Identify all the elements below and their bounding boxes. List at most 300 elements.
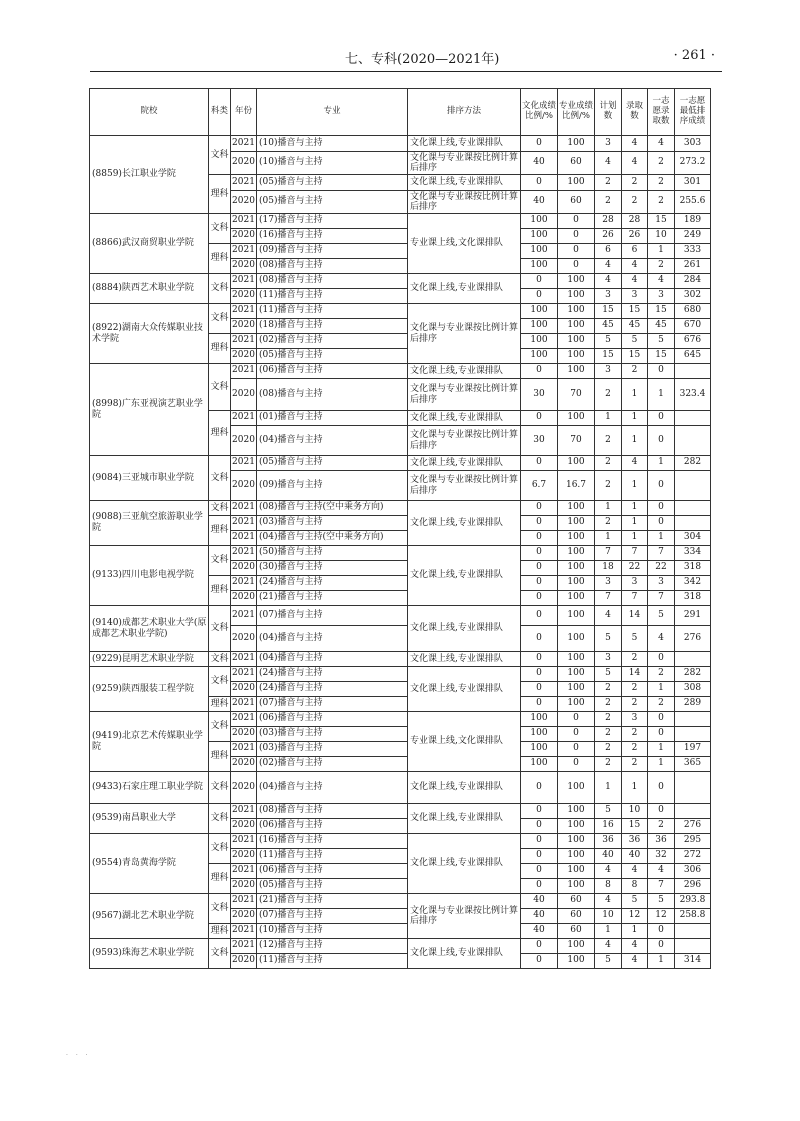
cell-year: 2021 bbox=[231, 274, 257, 289]
cell-school: (9088)三亚航空旅游职业学院 bbox=[90, 501, 209, 546]
cell-plan: 4 bbox=[595, 939, 622, 954]
cell-culture-ratio: 0 bbox=[521, 772, 558, 804]
cell-major: (04)播音与主持 bbox=[257, 426, 408, 456]
cell-first-choice: 2 bbox=[648, 697, 675, 712]
table-row bbox=[90, 364, 711, 379]
cell-first-choice: 10 bbox=[648, 229, 675, 244]
scan-artifact: . . . bbox=[66, 1050, 91, 1057]
cell-culture-ratio: 0 bbox=[521, 576, 558, 591]
cell-min-score: 365 bbox=[675, 757, 711, 772]
cell-first-choice: 3 bbox=[648, 289, 675, 304]
cell-min-score: 197 bbox=[675, 742, 711, 757]
cell-plan: 2 bbox=[595, 456, 622, 471]
cell-major-ratio: 100 bbox=[558, 772, 595, 804]
cell-min-score: 276 bbox=[675, 819, 711, 834]
cell-major: (11)播音与主持 bbox=[257, 954, 408, 969]
cell-admitted: 28 bbox=[622, 214, 648, 229]
cell-min-score: 680 bbox=[675, 304, 711, 319]
cell-culture-ratio: 0 bbox=[521, 879, 558, 894]
cell-track: 理科 bbox=[209, 742, 231, 772]
cell-year: 2021 bbox=[231, 834, 257, 849]
cell-first-choice: 7 bbox=[648, 591, 675, 606]
cell-method: 文化课与专业课按比例计算后排序 bbox=[408, 379, 521, 411]
cell-first-choice: 7 bbox=[648, 546, 675, 561]
cell-major: (09)播音与主持 bbox=[257, 471, 408, 501]
cell-major-ratio: 100 bbox=[558, 274, 595, 289]
cell-admitted: 3 bbox=[622, 712, 648, 727]
cell-plan: 2 bbox=[595, 742, 622, 757]
cell-first-choice: 1 bbox=[648, 682, 675, 697]
cell-major: (11)播音与主持 bbox=[257, 289, 408, 304]
cell-min-score: 284 bbox=[675, 274, 711, 289]
cell-plan: 18 bbox=[595, 561, 622, 576]
cell-track: 文科 bbox=[209, 136, 231, 175]
cell-first-choice: 0 bbox=[648, 652, 675, 667]
cell-major: (04)播音与主持(空中乘务方向) bbox=[257, 531, 408, 546]
cell-major-ratio: 100 bbox=[558, 864, 595, 879]
cell-major-ratio: 100 bbox=[558, 334, 595, 349]
cell-major-ratio: 70 bbox=[558, 379, 595, 411]
cell-major-ratio: 0 bbox=[558, 712, 595, 727]
cell-plan: 8 bbox=[595, 879, 622, 894]
cell-admitted: 4 bbox=[622, 954, 648, 969]
cell-major: (18)播音与主持 bbox=[257, 319, 408, 334]
col-header-admitted: 录取数 bbox=[622, 89, 648, 136]
cell-plan: 1 bbox=[595, 924, 622, 939]
cell-first-choice: 22 bbox=[648, 561, 675, 576]
cell-culture-ratio: 0 bbox=[521, 697, 558, 712]
cell-major: (07)播音与主持 bbox=[257, 909, 408, 924]
cell-min-score: 318 bbox=[675, 591, 711, 606]
cell-plan: 2 bbox=[595, 175, 622, 191]
cell-culture-ratio: 6.7 bbox=[521, 471, 558, 501]
cell-track: 理科 bbox=[209, 864, 231, 894]
cell-admitted: 2 bbox=[622, 652, 648, 667]
cell-min-score: 249 bbox=[675, 229, 711, 244]
cell-min-score: 302 bbox=[675, 289, 711, 304]
cell-admitted: 7 bbox=[622, 591, 648, 606]
cell-first-choice: 12 bbox=[648, 909, 675, 924]
cell-year: 2020 bbox=[231, 772, 257, 804]
cell-method: 文化课与专业课按比例计算后排序 bbox=[408, 152, 521, 175]
cell-year: 2021 bbox=[231, 606, 257, 626]
cell-track: 理科 bbox=[209, 244, 231, 274]
cell-major-ratio: 100 bbox=[558, 561, 595, 576]
cell-school: (9593)珠海艺术职业学院 bbox=[90, 939, 209, 969]
cell-admitted: 4 bbox=[622, 136, 648, 152]
cell-year: 2021 bbox=[231, 652, 257, 667]
cell-plan: 5 bbox=[595, 954, 622, 969]
cell-first-choice: 15 bbox=[648, 349, 675, 364]
cell-plan: 2 bbox=[595, 379, 622, 411]
cell-min-score: 306 bbox=[675, 864, 711, 879]
cell-plan: 2 bbox=[595, 682, 622, 697]
cell-plan: 10 bbox=[595, 909, 622, 924]
table-row bbox=[90, 712, 711, 727]
cell-first-choice: 5 bbox=[648, 606, 675, 626]
cell-plan: 4 bbox=[595, 894, 622, 909]
cell-method: 文化课上线,专业课排队 bbox=[408, 667, 521, 712]
cell-major-ratio: 0 bbox=[558, 742, 595, 757]
cell-first-choice: 5 bbox=[648, 894, 675, 909]
cell-culture-ratio: 0 bbox=[521, 175, 558, 191]
cell-min-score: 645 bbox=[675, 349, 711, 364]
cell-year: 2020 bbox=[231, 229, 257, 244]
cell-culture-ratio: 0 bbox=[521, 834, 558, 849]
cell-culture-ratio: 100 bbox=[521, 727, 558, 742]
cell-major-ratio: 60 bbox=[558, 894, 595, 909]
cell-major-ratio: 0 bbox=[558, 229, 595, 244]
cell-major-ratio: 100 bbox=[558, 834, 595, 849]
cell-school: (9133)四川电影电视学院 bbox=[90, 546, 209, 606]
cell-first-choice: 32 bbox=[648, 849, 675, 864]
cell-admitted: 12 bbox=[622, 909, 648, 924]
cell-plan: 2 bbox=[595, 757, 622, 772]
cell-method: 文化课上线,专业课排队 bbox=[408, 411, 521, 426]
cell-culture-ratio: 40 bbox=[521, 894, 558, 909]
cell-min-score bbox=[675, 364, 711, 379]
cell-culture-ratio: 0 bbox=[521, 819, 558, 834]
cell-major: (24)播音与主持 bbox=[257, 667, 408, 682]
admission-table bbox=[89, 88, 711, 969]
cell-admitted: 1 bbox=[622, 531, 648, 546]
cell-track: 文科 bbox=[209, 652, 231, 667]
cell-first-choice: 4 bbox=[648, 136, 675, 152]
cell-admitted: 8 bbox=[622, 879, 648, 894]
cell-culture-ratio: 0 bbox=[521, 546, 558, 561]
cell-culture-ratio: 0 bbox=[521, 456, 558, 471]
cell-plan: 2 bbox=[595, 191, 622, 214]
cell-culture-ratio: 0 bbox=[521, 531, 558, 546]
cell-first-choice: 4 bbox=[648, 626, 675, 652]
cell-major: (07)播音与主持 bbox=[257, 606, 408, 626]
cell-plan: 5 bbox=[595, 626, 622, 652]
cell-culture-ratio: 100 bbox=[521, 259, 558, 274]
cell-min-score: 276 bbox=[675, 626, 711, 652]
cell-major-ratio: 100 bbox=[558, 531, 595, 546]
cell-culture-ratio: 0 bbox=[521, 849, 558, 864]
cell-track: 文科 bbox=[209, 667, 231, 697]
cell-plan: 5 bbox=[595, 804, 622, 819]
cell-school: (8859)长江职业学院 bbox=[90, 136, 209, 214]
cell-major-ratio: 100 bbox=[558, 819, 595, 834]
cell-plan: 7 bbox=[595, 546, 622, 561]
cell-admitted: 22 bbox=[622, 561, 648, 576]
cell-first-choice: 0 bbox=[648, 804, 675, 819]
cell-plan: 1 bbox=[595, 501, 622, 516]
table-row bbox=[90, 834, 711, 849]
cell-min-score bbox=[675, 411, 711, 426]
cell-culture-ratio: 0 bbox=[521, 364, 558, 379]
cell-track: 理科 bbox=[209, 697, 231, 712]
cell-plan: 2 bbox=[595, 727, 622, 742]
cell-track: 理科 bbox=[209, 516, 231, 546]
cell-major-ratio: 100 bbox=[558, 175, 595, 191]
cell-plan: 6 bbox=[595, 244, 622, 259]
cell-school: (9140)成都艺术职业大学(原成都艺术职业学院) bbox=[90, 606, 209, 652]
cell-admitted: 15 bbox=[622, 819, 648, 834]
cell-first-choice: 15 bbox=[648, 304, 675, 319]
cell-first-choice: 2 bbox=[648, 191, 675, 214]
cell-admitted: 2 bbox=[622, 682, 648, 697]
cell-culture-ratio: 40 bbox=[521, 909, 558, 924]
cell-first-choice: 3 bbox=[648, 576, 675, 591]
cell-first-choice: 45 bbox=[648, 319, 675, 334]
cell-admitted: 10 bbox=[622, 804, 648, 819]
cell-method: 文化课与专业课按比例计算后排序 bbox=[408, 426, 521, 456]
cell-major: (01)播音与主持 bbox=[257, 411, 408, 426]
cell-admitted: 45 bbox=[622, 319, 648, 334]
cell-min-score bbox=[675, 471, 711, 501]
cell-year: 2021 bbox=[231, 175, 257, 191]
cell-min-score: 261 bbox=[675, 259, 711, 274]
cell-major-ratio: 16.7 bbox=[558, 471, 595, 501]
table-row bbox=[90, 546, 711, 561]
cell-min-score: 318 bbox=[675, 561, 711, 576]
cell-major: (10)播音与主持 bbox=[257, 152, 408, 175]
cell-plan: 26 bbox=[595, 229, 622, 244]
cell-admitted: 7 bbox=[622, 546, 648, 561]
cell-min-score: 282 bbox=[675, 456, 711, 471]
cell-year: 2021 bbox=[231, 214, 257, 229]
cell-track: 文科 bbox=[209, 214, 231, 244]
cell-admitted: 1 bbox=[622, 516, 648, 531]
cell-plan: 15 bbox=[595, 349, 622, 364]
cell-plan: 3 bbox=[595, 289, 622, 304]
cell-major: (04)播音与主持 bbox=[257, 626, 408, 652]
cell-first-choice: 0 bbox=[648, 516, 675, 531]
cell-year: 2021 bbox=[231, 501, 257, 516]
cell-plan: 3 bbox=[595, 652, 622, 667]
cell-admitted: 14 bbox=[622, 667, 648, 682]
cell-major-ratio: 100 bbox=[558, 136, 595, 152]
cell-school: (9084)三亚城市职业学院 bbox=[90, 456, 209, 501]
cell-culture-ratio: 0 bbox=[521, 501, 558, 516]
cell-year: 2021 bbox=[231, 712, 257, 727]
cell-school: (9554)青岛黄海学院 bbox=[90, 834, 209, 894]
cell-method: 文化课上线,专业课排队 bbox=[408, 175, 521, 191]
table-row bbox=[90, 652, 711, 667]
cell-track: 文科 bbox=[209, 804, 231, 834]
cell-major-ratio: 100 bbox=[558, 939, 595, 954]
cell-min-score bbox=[675, 804, 711, 819]
cell-major-ratio: 0 bbox=[558, 757, 595, 772]
cell-major-ratio: 100 bbox=[558, 606, 595, 626]
cell-track: 文科 bbox=[209, 894, 231, 924]
cell-year: 2021 bbox=[231, 364, 257, 379]
cell-culture-ratio: 0 bbox=[521, 667, 558, 682]
cell-first-choice: 1 bbox=[648, 954, 675, 969]
cell-plan: 7 bbox=[595, 591, 622, 606]
cell-major-ratio: 100 bbox=[558, 652, 595, 667]
cell-culture-ratio: 0 bbox=[521, 954, 558, 969]
cell-school: (9419)北京艺术传媒职业学院 bbox=[90, 712, 209, 772]
cell-plan: 4 bbox=[595, 274, 622, 289]
cell-major: (11)播音与主持 bbox=[257, 849, 408, 864]
cell-major: (09)播音与主持 bbox=[257, 244, 408, 259]
cell-method: 文化课上线,专业课排队 bbox=[408, 834, 521, 894]
cell-major: (03)播音与主持 bbox=[257, 742, 408, 757]
cell-major-ratio: 60 bbox=[558, 191, 595, 214]
cell-first-choice: 0 bbox=[648, 411, 675, 426]
cell-min-score: 255.6 bbox=[675, 191, 711, 214]
cell-min-score bbox=[675, 516, 711, 531]
cell-first-choice: 0 bbox=[648, 364, 675, 379]
cell-year: 2020 bbox=[231, 152, 257, 175]
cell-year: 2020 bbox=[231, 682, 257, 697]
cell-year: 2020 bbox=[231, 757, 257, 772]
cell-plan: 1 bbox=[595, 531, 622, 546]
cell-school: (9567)湖北艺术职业学院 bbox=[90, 894, 209, 939]
cell-admitted: 2 bbox=[622, 742, 648, 757]
cell-plan: 2 bbox=[595, 516, 622, 531]
cell-admitted: 4 bbox=[622, 456, 648, 471]
cell-min-score: 189 bbox=[675, 214, 711, 229]
cell-min-score: 676 bbox=[675, 334, 711, 349]
cell-plan: 4 bbox=[595, 864, 622, 879]
cell-culture-ratio: 0 bbox=[521, 591, 558, 606]
cell-min-score bbox=[675, 652, 711, 667]
cell-school: (8998)广东亚视演艺职业学院 bbox=[90, 364, 209, 456]
cell-min-score: 303 bbox=[675, 136, 711, 152]
cell-first-choice: 1 bbox=[648, 456, 675, 471]
cell-year: 2020 bbox=[231, 879, 257, 894]
cell-admitted: 4 bbox=[622, 259, 648, 274]
cell-plan: 36 bbox=[595, 834, 622, 849]
cell-culture-ratio: 30 bbox=[521, 426, 558, 456]
cell-year: 2021 bbox=[231, 456, 257, 471]
cell-first-choice: 5 bbox=[648, 334, 675, 349]
cell-first-choice: 2 bbox=[648, 819, 675, 834]
cell-culture-ratio: 40 bbox=[521, 924, 558, 939]
cell-track: 文科 bbox=[209, 501, 231, 516]
cell-first-choice: 2 bbox=[648, 175, 675, 191]
cell-major-ratio: 100 bbox=[558, 697, 595, 712]
table-row bbox=[90, 894, 711, 909]
cell-track: 文科 bbox=[209, 456, 231, 501]
cell-first-choice: 2 bbox=[648, 152, 675, 175]
cell-culture-ratio: 40 bbox=[521, 152, 558, 175]
cell-method: 文化课与专业课按比例计算后排序 bbox=[408, 191, 521, 214]
cell-admitted: 3 bbox=[622, 576, 648, 591]
cell-year: 2020 bbox=[231, 319, 257, 334]
cell-culture-ratio: 0 bbox=[521, 136, 558, 152]
cell-school: (9539)南昌职业大学 bbox=[90, 804, 209, 834]
cell-admitted: 40 bbox=[622, 849, 648, 864]
cell-min-score: 304 bbox=[675, 531, 711, 546]
table-row bbox=[90, 136, 711, 152]
table-row bbox=[90, 214, 711, 229]
cell-major-ratio: 100 bbox=[558, 364, 595, 379]
cell-culture-ratio: 0 bbox=[521, 804, 558, 819]
cell-admitted: 15 bbox=[622, 349, 648, 364]
cell-major: (06)播音与主持 bbox=[257, 819, 408, 834]
cell-culture-ratio: 0 bbox=[521, 606, 558, 626]
cell-first-choice: 1 bbox=[648, 244, 675, 259]
cell-year: 2021 bbox=[231, 516, 257, 531]
cell-major: (16)播音与主持 bbox=[257, 834, 408, 849]
cell-major: (50)播音与主持 bbox=[257, 546, 408, 561]
cell-major-ratio: 100 bbox=[558, 626, 595, 652]
col-header-major: 专业 bbox=[257, 89, 408, 136]
cell-culture-ratio: 0 bbox=[521, 652, 558, 667]
cell-major-ratio: 100 bbox=[558, 682, 595, 697]
cell-culture-ratio: 0 bbox=[521, 561, 558, 576]
cell-admitted: 5 bbox=[622, 334, 648, 349]
cell-method: 文化课上线,专业课排队 bbox=[408, 606, 521, 652]
cell-admitted: 1 bbox=[622, 426, 648, 456]
cell-major-ratio: 100 bbox=[558, 289, 595, 304]
cell-first-choice: 1 bbox=[648, 379, 675, 411]
table-row bbox=[90, 939, 711, 954]
cell-plan: 2 bbox=[595, 471, 622, 501]
cell-min-score bbox=[675, 772, 711, 804]
page-header-title: 七、专科(2020—2021年) bbox=[345, 52, 500, 67]
cell-method: 文化课上线,专业课排队 bbox=[408, 136, 521, 152]
cell-track: 理科 bbox=[209, 175, 231, 214]
cell-min-score: 334 bbox=[675, 546, 711, 561]
cell-min-score: 293.8 bbox=[675, 894, 711, 909]
cell-admitted: 1 bbox=[622, 471, 648, 501]
cell-plan: 28 bbox=[595, 214, 622, 229]
cell-admitted: 36 bbox=[622, 834, 648, 849]
cell-first-choice: 1 bbox=[648, 531, 675, 546]
cell-major-ratio: 60 bbox=[558, 924, 595, 939]
cell-admitted: 4 bbox=[622, 152, 648, 175]
cell-track: 文科 bbox=[209, 546, 231, 576]
cell-year: 2021 bbox=[231, 244, 257, 259]
cell-major: (02)播音与主持 bbox=[257, 757, 408, 772]
cell-major-ratio: 100 bbox=[558, 456, 595, 471]
cell-first-choice: 0 bbox=[648, 727, 675, 742]
cell-first-choice: 36 bbox=[648, 834, 675, 849]
cell-admitted: 4 bbox=[622, 864, 648, 879]
cell-year: 2020 bbox=[231, 289, 257, 304]
cell-method: 文化课上线,专业课排队 bbox=[408, 274, 521, 304]
cell-admitted: 1 bbox=[622, 379, 648, 411]
cell-major: (05)播音与主持 bbox=[257, 349, 408, 364]
cell-major-ratio: 100 bbox=[558, 849, 595, 864]
cell-major-ratio: 100 bbox=[558, 954, 595, 969]
cell-plan: 2 bbox=[595, 697, 622, 712]
cell-culture-ratio: 100 bbox=[521, 757, 558, 772]
cell-plan: 4 bbox=[595, 259, 622, 274]
cell-first-choice: 15 bbox=[648, 214, 675, 229]
cell-first-choice: 1 bbox=[648, 757, 675, 772]
cell-major-ratio: 70 bbox=[558, 426, 595, 456]
cell-major: (07)播音与主持 bbox=[257, 697, 408, 712]
cell-track: 文科 bbox=[209, 304, 231, 334]
cell-year: 2020 bbox=[231, 349, 257, 364]
cell-year: 2021 bbox=[231, 894, 257, 909]
cell-major: (08)播音与主持 bbox=[257, 804, 408, 819]
cell-min-score bbox=[675, 939, 711, 954]
cell-track: 理科 bbox=[209, 334, 231, 364]
cell-major: (12)播音与主持 bbox=[257, 939, 408, 954]
cell-major-ratio: 100 bbox=[558, 591, 595, 606]
cell-school: (8884)陕西艺术职业学院 bbox=[90, 274, 209, 304]
cell-plan: 15 bbox=[595, 304, 622, 319]
cell-year: 2020 bbox=[231, 191, 257, 214]
cell-culture-ratio: 100 bbox=[521, 319, 558, 334]
cell-admitted: 6 bbox=[622, 244, 648, 259]
cell-min-score: 291 bbox=[675, 606, 711, 626]
cell-major: (04)播音与主持 bbox=[257, 772, 408, 804]
cell-major: (02)播音与主持 bbox=[257, 334, 408, 349]
cell-culture-ratio: 100 bbox=[521, 349, 558, 364]
page-number: · 261 · bbox=[673, 48, 715, 63]
cell-major-ratio: 100 bbox=[558, 319, 595, 334]
